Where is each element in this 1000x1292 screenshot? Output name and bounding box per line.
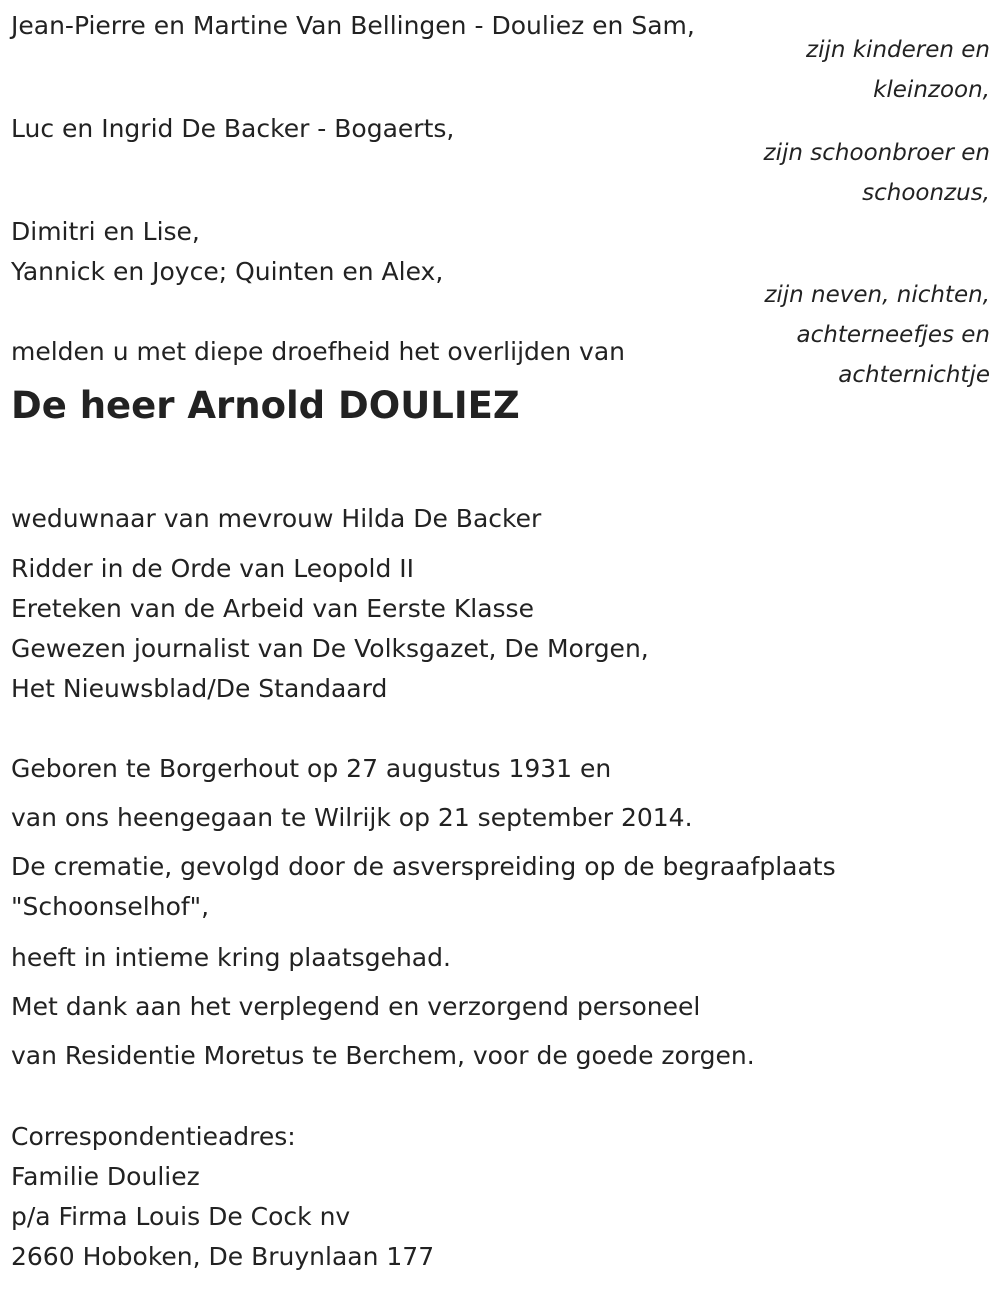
title-line: Ridder in de Orde van Leopold II xyxy=(11,554,415,583)
nephews-role-line: zijn neven, nichten, xyxy=(764,282,990,308)
title-line: Gewezen journalist van De Volksgazet, De Morgen, xyxy=(11,634,649,663)
inlaws-role xyxy=(690,133,990,213)
nephews-role-line: achternichtje xyxy=(838,362,990,388)
deceased-name: De heer Arnold DOULIEZ xyxy=(11,384,520,427)
thanks-line: Met dank aan het verplegend en verzorgend personeel xyxy=(11,992,701,1021)
cremation-line: "Schoonselhof", xyxy=(11,892,210,921)
children-role-line: kleinzoon, xyxy=(873,77,990,103)
inlaws-role-line: zijn schoonbroer en xyxy=(763,140,990,166)
title-line: Ereteken van de Arbeid van Eerste Klasse xyxy=(11,594,534,623)
born-line: Geboren te Borgerhout op 27 augustus 1931 en xyxy=(11,754,612,783)
children-line: Jean-Pierre en Martine Van Bellingen - Douliez en Sam, xyxy=(11,11,695,40)
correspondence-line: p/a Firma Louis De Cock nv xyxy=(11,1202,351,1231)
nephews-role xyxy=(690,275,990,395)
cremation-line: De crematie, gevolgd door de asverspreiding op de begraafplaats xyxy=(11,852,836,881)
inlaws-role-line: schoonzus, xyxy=(862,180,990,206)
thanks-line: van Residentie Moretus te Berchem, voor de goede zorgen. xyxy=(11,1041,755,1070)
widower-line: weduwnaar van mevrouw Hilda De Backer xyxy=(11,504,542,533)
inlaws-line: Luc en Ingrid De Backer - Bogaerts, xyxy=(11,114,455,143)
children-role xyxy=(690,30,990,110)
children-role-line: zijn kinderen en xyxy=(806,37,990,63)
nephews-role-line: achterneefjes en xyxy=(796,322,990,348)
announcement: melden u met diepe droefheid het overlijden van xyxy=(11,337,626,366)
title-line: Het Nieuwsblad/De Standaard xyxy=(11,674,388,703)
correspondence-label: Correspondentieadres: xyxy=(11,1122,296,1151)
nephews-line: Yannick en Joyce; Quinten en Alex, xyxy=(11,257,444,286)
private-line: heeft in intieme kring plaatsgehad. xyxy=(11,943,451,972)
nephews-line: Dimitri en Lise, xyxy=(11,217,200,246)
correspondence-line: 2660 Hoboken, De Bruynlaan 177 xyxy=(11,1242,435,1271)
correspondence-line: Familie Douliez xyxy=(11,1162,200,1191)
died-line: van ons heengegaan te Wilrijk op 21 september 2014. xyxy=(11,803,693,832)
